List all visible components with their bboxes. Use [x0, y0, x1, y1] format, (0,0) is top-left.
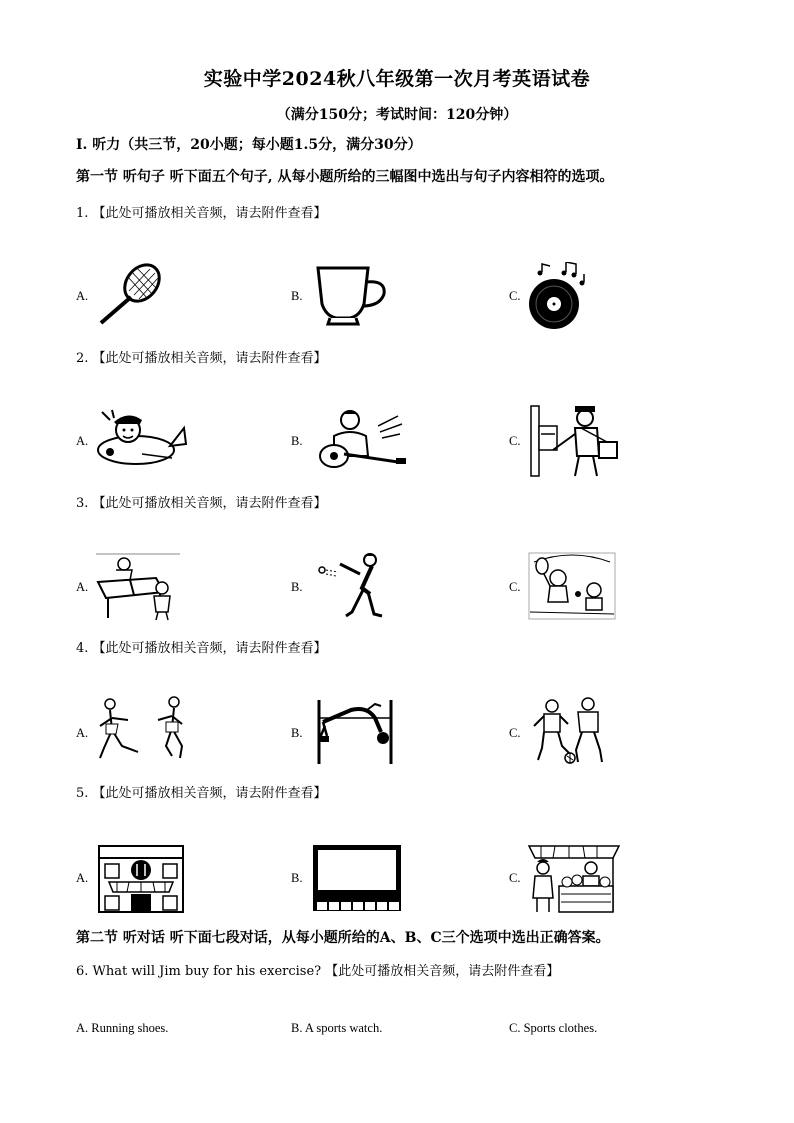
- q6-option-b: B. A sports watch.: [291, 1021, 383, 1035]
- relay-runners-icon: [94, 696, 192, 766]
- question-2-label: 2. 【此处可播放相关音频，请去附件查看】: [76, 351, 327, 366]
- pilot-airplane-icon: [92, 406, 188, 470]
- q2-option-b: B.: [291, 434, 303, 448]
- postman-icon: [527, 404, 623, 478]
- q4-option-b: B.: [291, 726, 303, 740]
- exam-info: （满分150分；考试时间：120分钟）: [276, 107, 518, 123]
- restaurant-icon: [95, 842, 187, 914]
- cinema-icon: [312, 844, 402, 912]
- q5-option-b: B.: [291, 871, 303, 885]
- q5-option-a: A.: [76, 871, 89, 885]
- question-3-label: 3. 【此处可播放相关音频，请去附件查看】: [76, 496, 327, 511]
- question-1-label: 1. 【此处可播放相关音频，请去附件查看】: [76, 206, 327, 221]
- kids-tennis-icon: [528, 552, 616, 620]
- table-tennis-icon: [94, 552, 182, 622]
- question-5-label: 5. 【此处可播放相关音频，请去附件查看】: [76, 786, 327, 801]
- q6-option-a: A. Running shoes.: [76, 1021, 169, 1035]
- question-6-label: 6. What will Jim buy for his exercise? 【此处可播放相关音频，请去附件查看】: [76, 964, 560, 979]
- question-4-label: 4. 【此处可播放相关音频，请去附件查看】: [76, 641, 327, 656]
- soccer-players-icon: [530, 694, 608, 768]
- q1-option-b: B.: [291, 289, 303, 303]
- page-title: 实验中学2024秋八年级第一次月考英语试卷: [203, 68, 591, 90]
- q1-option-a: A.: [76, 289, 89, 303]
- section-heading: I. 听力（共三节，20小题；每小题1.5分，满分30分）: [76, 137, 422, 153]
- q3-option-a: A.: [76, 580, 89, 594]
- q3-option-c: C.: [509, 580, 521, 594]
- high-jump-icon: [311, 696, 399, 766]
- q1-option-c: C.: [509, 289, 521, 303]
- q4-option-a: A.: [76, 726, 89, 740]
- part2-heading: 第二节 听对话 听下面七段对话，从每小题所给的A、B、C三个选项中选出正确答案。: [76, 930, 610, 946]
- music-record-icon: [526, 262, 592, 330]
- q2-option-c: C.: [509, 434, 521, 448]
- guitarist-icon: [312, 406, 408, 474]
- teacup-icon: [312, 264, 392, 328]
- q2-option-a: A.: [76, 434, 89, 448]
- baseball-player-icon: [312, 552, 392, 622]
- part1-heading: 第一节 听句子 听下面五个句子, 从每小题所给的三幅图中选出与句子内容相符的选项。: [76, 169, 614, 185]
- q6-option-c: C. Sports clothes.: [509, 1021, 598, 1035]
- q5-option-c: C.: [509, 871, 521, 885]
- tennis-racket-icon: [95, 263, 165, 327]
- q4-option-c: C.: [509, 726, 521, 740]
- market-stall-icon: [527, 842, 621, 914]
- q3-option-b: B.: [291, 580, 303, 594]
